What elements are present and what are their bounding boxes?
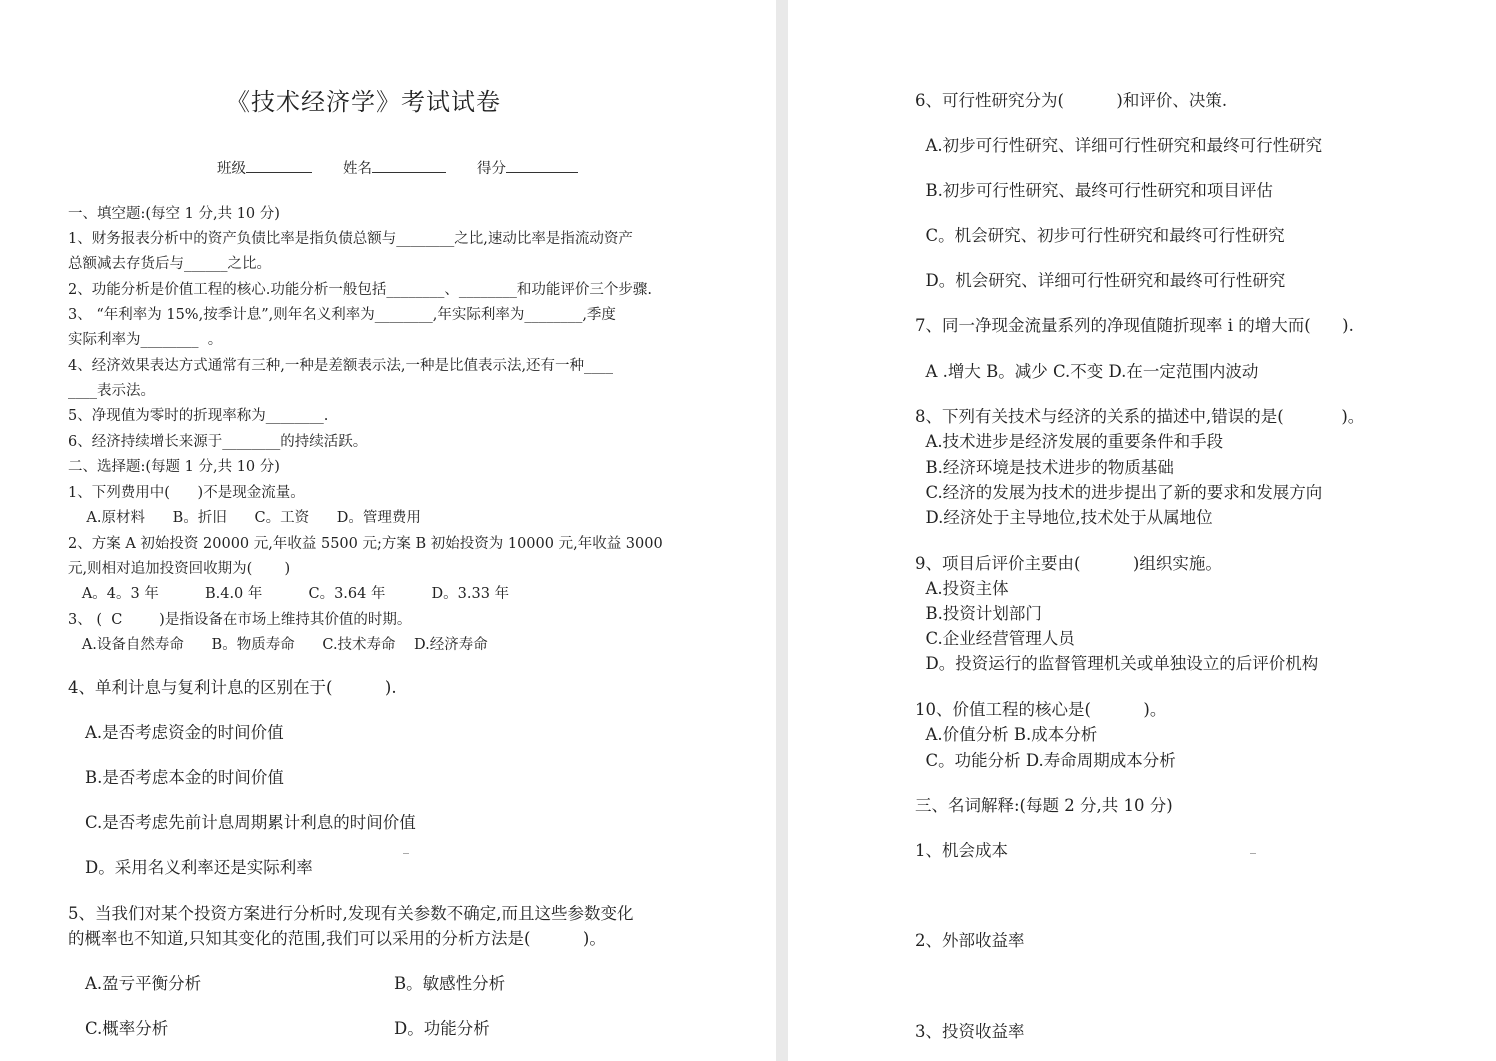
stray-mark bbox=[403, 853, 409, 854]
text-line: 元,则相对追加投资回收期为( ) bbox=[68, 561, 291, 577]
term-item: 2、外部收益率 bbox=[915, 931, 1025, 950]
option-line: A.初步可行性研究、详细可行性研究和最终可行性研究 bbox=[915, 136, 1323, 155]
text-line: A.原材料 B。折旧 C。工资 D。管理费用 bbox=[68, 510, 421, 526]
question-4-option: D。采用名义利率还是实际利率 bbox=[85, 858, 313, 877]
question-4-option: A.是否考虑资金的时间价值 bbox=[85, 723, 284, 742]
exam-title: 《技术经济学》考试试卷 bbox=[226, 88, 501, 116]
question-10-stem: 10、价值工程的核心是( )。 bbox=[915, 700, 1167, 719]
question-5-option: C.概率分析 bbox=[85, 1019, 169, 1038]
text-line: 实际利率为________ 。 bbox=[68, 332, 223, 348]
score-field: 得分 bbox=[477, 158, 578, 177]
class-field: 班级 bbox=[217, 158, 312, 177]
stray-mark bbox=[1250, 853, 1256, 854]
text-line: 1、下列费用中( )不是现金流量。 bbox=[68, 485, 305, 501]
section-2-heading: 二、选择题:(每题 1 分,共 10 分) bbox=[68, 459, 280, 475]
question-5-stem: 的概率也不知道,只知其变化的范围,我们可以采用的分析方法是( )。 bbox=[68, 929, 606, 948]
question-4-option: C.是否考虑先前计息周期累计利息的时间价值 bbox=[85, 813, 416, 832]
question-7-stem: 7、同一净现金流量系列的净现值随折现率 i 的增大而( ). bbox=[915, 316, 1354, 335]
question-4-option: B.是否考虑本金的时间价值 bbox=[85, 768, 284, 787]
text-line: 2、方案 A 初始投资 20000 元,年收益 5500 元;方案 B 初始投资为 10000 元,年收益 3000 bbox=[68, 536, 663, 552]
text-line: 5、净现值为零时的折现率称为________. bbox=[68, 408, 329, 424]
text-line: 3、 “年利率为 15%,按季计息”,则年名义利率为________,年实际利率为________,季度 bbox=[68, 307, 616, 323]
question-5-option: A.盈亏平衡分析 bbox=[85, 974, 202, 993]
option-line: C。功能分析 D.寿命周期成本分析 bbox=[915, 751, 1176, 770]
text-line: 4、经济效果表达方式通常有三种,一种是差额表示法,一种是比值表示法,还有一种____ bbox=[68, 358, 614, 374]
text-line: 3、 ( C )是指设备在市场上维持其价值的时期。 bbox=[68, 612, 412, 628]
page-right bbox=[788, 0, 1496, 1061]
option-line: B.初步可行性研究、最终可行性研究和项目评估 bbox=[915, 181, 1273, 200]
option-line: A .增大 B。减少 C.不变 D.在一定范围内波动 bbox=[915, 362, 1259, 381]
question-9-stem: 9、项目后评价主要由( )组织实施。 bbox=[915, 554, 1222, 573]
option-line: B.投资计划部门 bbox=[915, 604, 1042, 623]
question-5-stem: 5、当我们对某个投资方案进行分析时,发现有关参数不确定,而且这些参数变化 bbox=[68, 904, 634, 923]
option-line: C。机会研究、初步可行性研究和最终可行性研究 bbox=[915, 226, 1285, 245]
term-item: 1、机会成本 bbox=[915, 841, 1008, 860]
option-line: D。机会研究、详细可行性研究和最终可行性研究 bbox=[915, 271, 1286, 290]
text-line: 6、经济持续增长来源于________的持续活跃。 bbox=[68, 434, 368, 450]
option-line: D.经济处于主导地位,技术处于从属地位 bbox=[915, 508, 1213, 527]
term-item: 3、投资收益率 bbox=[915, 1022, 1025, 1041]
text-line: ____表示法。 bbox=[68, 383, 155, 399]
option-line: D。投资运行的监督管理机关或单独设立的后评价机构 bbox=[915, 654, 1319, 673]
question-8-stem: 8、下列有关技术与经济的关系的描述中,错误的是( )。 bbox=[915, 407, 1365, 426]
text-line: 2、功能分析是价值工程的核心.功能分析一般包括________、________和功能评价三个步骤. bbox=[68, 282, 652, 298]
question-5-option: B。敏感性分析 bbox=[394, 974, 506, 993]
section-3-heading: 三、名词解释:(每题 2 分,共 10 分) bbox=[915, 796, 1173, 815]
question-4-stem: 4、单利计息与复利计息的区别在于( ). bbox=[68, 678, 397, 697]
name-field: 姓名 bbox=[343, 158, 446, 177]
text-line: 1、财务报表分析中的资产负债比率是指负债总额与________之比,速动比率是指流动资产 bbox=[68, 231, 633, 247]
section-1-heading: 一、填空题:(每空 1 分,共 10 分) bbox=[68, 206, 280, 222]
question-6-stem: 6、可行性研究分为( )和评价、决策. bbox=[915, 91, 1228, 110]
option-line: A.价值分析 B.成本分析 bbox=[915, 725, 1098, 744]
text-line: A。4。3 年 B.4.0 年 C。3.64 年 D。3.33 年 bbox=[68, 586, 510, 602]
text-line: A.设备自然寿命 B。物质寿命 C.技术寿命 D.经济寿命 bbox=[68, 637, 488, 653]
text-line: 总额减去存货后与______之比。 bbox=[68, 256, 271, 272]
option-line: A.投资主体 bbox=[915, 579, 1009, 598]
option-line: B.经济环境是技术进步的物质基础 bbox=[915, 458, 1174, 477]
option-line: C.企业经营管理人员 bbox=[915, 629, 1075, 648]
option-line: C.经济的发展为技术的进步提出了新的要求和发展方向 bbox=[915, 483, 1323, 502]
question-5-option: D。功能分析 bbox=[394, 1019, 490, 1038]
option-line: A.技术进步是经济发展的重要条件和手段 bbox=[915, 432, 1224, 451]
